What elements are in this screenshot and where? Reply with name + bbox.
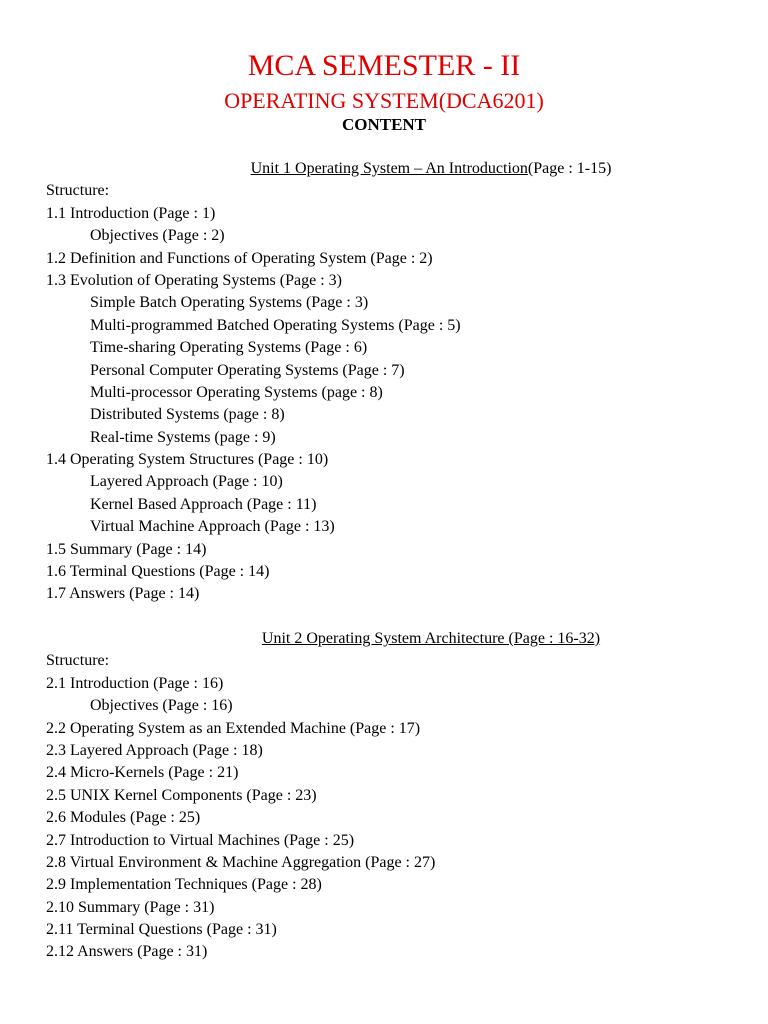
toc-subitem: Distributed Systems (page : 8) [90,406,285,424]
toc-item: 1.7 Answers (Page : 14) [46,585,200,603]
toc-item: 2.4 Micro-Kernels (Page : 21) [46,764,239,782]
toc-subitem: Objectives (Page : 16) [90,697,233,715]
toc-item: 1.1 Introduction (Page : 1) [46,204,216,222]
unit-2-items [46,673,726,964]
toc-item: 2.11 Terminal Questions (Page : 31) [46,921,277,939]
toc-item: 1.5 Summary (Page : 14) [46,540,207,558]
toc-subitem: Real-time Systems (page : 9) [90,428,276,446]
toc-subitem: Kernel Based Approach (Page : 11) [90,495,317,513]
toc-item: 2.1 Introduction (Page : 16) [46,674,224,692]
toc-subitem: Virtual Machine Approach (Page : 13) [90,518,335,536]
toc-subitem: Multi-processor Operating Systems (page : 8) [90,383,383,401]
content-heading: CONTENT [341,115,427,134]
toc-subitem: Multi-programmed Batched Operating Systems (Page : 5) [90,316,461,334]
course-subtitle: OPERATING SYSTEM(DCA6201) [224,88,544,113]
toc-item: 2.2 Operating System as an Extended Machine (Page : 17) [46,719,421,737]
toc-subitem: Personal Computer Operating Systems (Page : 7) [90,361,405,379]
toc-item: 1.2 Definition and Functions of Operating System (Page : 2) [46,249,433,267]
page-title: MCA SEMESTER - II [247,49,521,82]
toc-item: 2.10 Summary (Page : 31) [46,898,215,916]
unit-1-heading [46,158,726,180]
toc-item: 2.12 Answers (Page : 31) [46,943,208,961]
unit-1-section [46,158,726,606]
toc-item: 2.5 UNIX Kernel Components (Page : 23) [46,786,317,804]
toc-item: 1.3 Evolution of Operating Systems (Page : 3) [46,271,342,289]
toc-item: 1.6 Terminal Questions (Page : 14) [46,563,270,581]
toc-subitem: Objectives (Page : 2) [90,227,225,245]
unit-1-title: Unit 1 Operating System – An Introduction [250,160,528,177]
toc-item: 2.3 Layered Approach (Page : 18) [46,741,263,759]
toc-item: 2.6 Modules (Page : 25) [46,809,201,827]
toc-item: 2.8 Virtual Environment & Machine Aggregation (Page : 27) [46,853,436,871]
unit-1-pages: (Page : 1-15) [527,160,612,177]
toc-subitem: Time-sharing Operating Systems (Page : 6) [90,339,368,357]
toc-item: 1.4 Operating System Structures (Page : 10) [46,451,329,469]
unit-2-section [46,628,726,964]
unit-2-structure-label: Structure: [46,652,110,670]
toc-subitem: Layered Approach (Page : 10) [90,473,283,491]
unit-1-structure-label: Structure: [46,182,110,200]
unit-2-heading [46,628,726,650]
unit-1-items [46,203,726,606]
toc-item: 2.7 Introduction to Virtual Machines (Page : 25) [46,831,355,849]
toc-subitem: Simple Batch Operating Systems (Page : 3) [90,294,369,312]
unit-2-title: Unit 2 Operating System Architecture (Page : 16-32) [261,630,601,647]
toc-item: 2.9 Implementation Techniques (Page : 28) [46,876,322,894]
